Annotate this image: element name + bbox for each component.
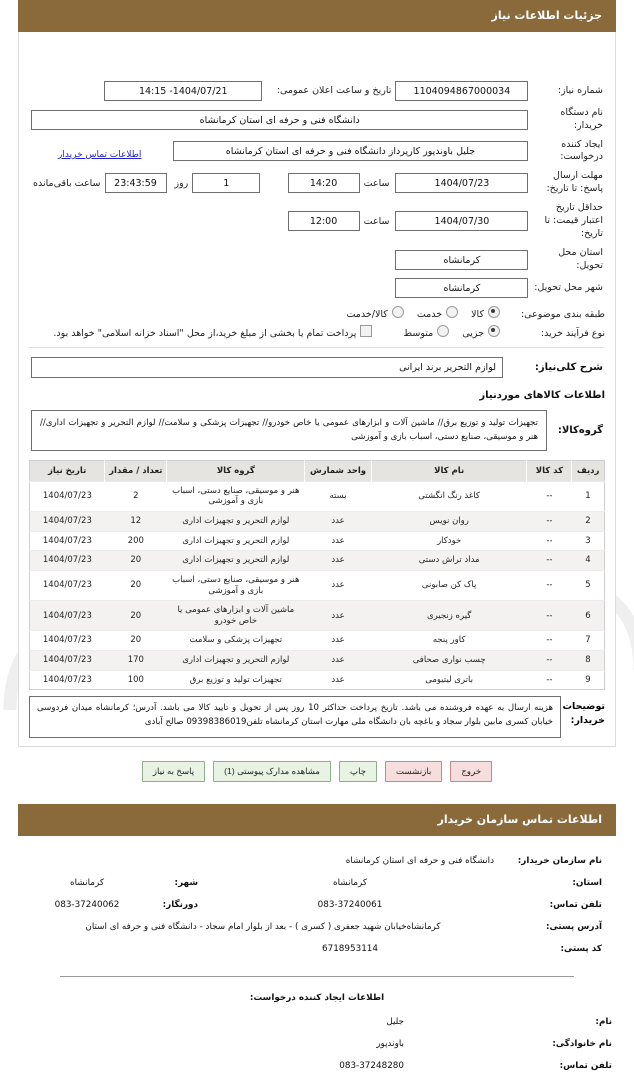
table-row xyxy=(30,670,605,690)
cell-unit: عدد xyxy=(305,551,372,571)
creator-label: ایجاد کننده درخواست: xyxy=(560,138,603,163)
view-attachments-button[interactable]: مشاهده مدارک پیوستی (1) xyxy=(213,761,331,782)
validity-time-label: ساعت xyxy=(363,215,390,227)
cell-qty: 12 xyxy=(105,512,167,532)
creator-field: جلیل باوندپور کارپرداز دانشگاه فنی و حرفه ای استان کرمانشاه xyxy=(173,141,529,161)
cell-radif: 6 xyxy=(572,601,605,631)
process-option-motevaset[interactable] xyxy=(400,328,459,339)
row-summary xyxy=(29,354,605,381)
deadline-time-field: 14:20 xyxy=(288,173,360,193)
table-row xyxy=(30,531,605,551)
cell-code: -- xyxy=(527,670,572,690)
goods-table-header-row xyxy=(30,460,605,481)
requester-first-value: جلیل xyxy=(386,1017,404,1028)
need-details-header-wrap xyxy=(0,0,634,32)
buyer-org-label: نام دستگاه خریدار: xyxy=(560,107,603,131)
cell-name: چسب نواری صحافی xyxy=(371,651,527,671)
cell-date: 1404/07/23 xyxy=(30,651,105,671)
table-row xyxy=(30,551,605,571)
treasury-checkbox-icon[interactable] xyxy=(360,325,372,337)
table-row xyxy=(30,512,605,532)
contact-phone-label: تلفن تماس: xyxy=(549,900,602,911)
cell-date: 1404/07/23 xyxy=(30,481,105,511)
process-row xyxy=(29,320,605,339)
cell-date: 1404/07/23 xyxy=(30,551,105,571)
cell-date: 1404/07/23 xyxy=(30,531,105,551)
category-option-kala-khedmat[interactable] xyxy=(346,309,413,320)
col-qty: تعداد / مقدار xyxy=(105,460,167,481)
requester-section xyxy=(0,993,634,1077)
cell-radif: 4 xyxy=(572,551,605,571)
contact-body xyxy=(18,836,616,964)
city-label: شهر محل تحویل: xyxy=(534,281,603,293)
cell-unit: عدد xyxy=(305,531,372,551)
cell-group: لوازم التحریر و تجهیزات اداری xyxy=(167,531,305,551)
treasury-checkbox-wrap[interactable] xyxy=(53,328,382,339)
contact-row-phone xyxy=(28,894,606,916)
col-radif: ردیف xyxy=(572,460,605,481)
cell-unit: عدد xyxy=(305,601,372,631)
divider-1 xyxy=(29,347,605,348)
contact-org-value: دانشگاه فنی و حرفه ای استان کرمانشاه xyxy=(345,856,494,867)
cell-code: -- xyxy=(527,631,572,651)
validity-time-field: 12:00 xyxy=(288,211,360,231)
contact-table xyxy=(28,850,606,960)
contact-city-label: شهر: xyxy=(174,878,198,889)
buyer-notes-row xyxy=(29,696,605,738)
retire-button[interactable]: بازنشست xyxy=(385,761,442,782)
contact-address-label: آدرس پستی: xyxy=(545,922,602,933)
contact-postal-value: 6718953114 xyxy=(322,944,378,955)
cell-qty: 20 xyxy=(105,551,167,571)
category-option-khedmat[interactable] xyxy=(414,309,468,320)
cell-name: کاغذ رنگ انگشتی xyxy=(371,481,527,511)
radio-khedmat-icon[interactable] xyxy=(446,306,458,318)
cell-name: گیره زنجیری xyxy=(371,601,527,631)
requester-title: اطلاعات ایجاد کننده درخواست: xyxy=(249,993,385,1004)
cell-code: -- xyxy=(527,481,572,511)
buyer-org-field: دانشگاه فنی و حرفه ای استان کرمانشاه xyxy=(31,110,528,130)
contact-fax-label: دورنگار: xyxy=(162,900,198,911)
contact-city-value: کرمانشاه xyxy=(69,878,105,889)
row-creator xyxy=(29,136,605,168)
summary-form xyxy=(29,354,605,381)
requester-first-label: نام: xyxy=(595,1017,612,1028)
cell-group: ماشین آلات و ابزارهای عمومی یا خاص خودرو xyxy=(167,601,305,631)
cell-code: -- xyxy=(527,601,572,631)
cell-group: تجهیزات تولید و توزیع برق xyxy=(167,670,305,690)
cell-qty: 2 xyxy=(105,481,167,511)
contact-section-header: اطلاعات تماس سازمان خریدار xyxy=(18,804,616,836)
goods-table xyxy=(29,460,605,691)
respond-to-need-button[interactable]: پاسخ به نیاز xyxy=(142,761,205,782)
need-info-form xyxy=(29,78,605,301)
contact-org-label: نام سازمان خریدار: xyxy=(517,856,602,867)
need-number-field: 1104094867000034 xyxy=(395,81,528,101)
cell-radif: 1 xyxy=(572,481,605,511)
goods-section-title: اطلاعات کالاهای موردنیاز xyxy=(479,390,605,402)
row-deadline xyxy=(29,167,605,199)
cell-radif: 9 xyxy=(572,670,605,690)
cell-unit: عدد xyxy=(305,570,372,600)
deadline-time-label: ساعت xyxy=(363,177,390,189)
cell-group: لوازم التحریر و تجهیزات اداری xyxy=(167,551,305,571)
goods-group-field: تجهیزات تولید و توزیع برق// ماشین آلات و ابزارهای عمومی یا خاص خودرو// تجهیزات پزشکی و سلامت// لوازم التحریر و تجهیزات اداری// هنر و موسیقی، صنایع دستی، اسباب بازی و آموزشی xyxy=(31,410,547,450)
remaining-days-field: 1 xyxy=(192,173,260,193)
cell-qty: 200 xyxy=(105,531,167,551)
category-option-0-label: کالا xyxy=(471,309,484,321)
requester-phone-label: تلفن تماس: xyxy=(559,1061,612,1072)
contact-row-address xyxy=(28,916,606,938)
province-label: استان محل تحویل: xyxy=(558,246,603,271)
cell-group: هنر و موسیقی، صنایع دستی، اسباب بازی و آموزشی xyxy=(167,481,305,511)
cell-name: خودکار xyxy=(371,531,527,551)
cell-date: 1404/07/23 xyxy=(30,512,105,532)
cell-name: پاک کن صابونی xyxy=(371,570,527,600)
cell-group: لوازم التحریر و تجهیزات اداری xyxy=(167,651,305,671)
cell-qty: 100 xyxy=(105,670,167,690)
row-need-number xyxy=(29,78,605,104)
summary-label: شرح کلی‌نیاز: xyxy=(534,362,603,374)
contact-province-value: کرمانشاه xyxy=(332,878,368,889)
announce-date-field: 1404/07/21- 14:15 xyxy=(104,81,262,101)
contact-postal-label: کد پستی: xyxy=(560,944,602,955)
category-label: طبقه بندی موضوعی: xyxy=(520,309,605,321)
contact-province-label: استان: xyxy=(572,878,602,889)
cell-radif: 3 xyxy=(572,531,605,551)
radio-kala-icon[interactable] xyxy=(488,306,500,318)
need-details-panel xyxy=(18,32,616,747)
action-buttons xyxy=(0,761,634,782)
countdown-field: 23:43:59 xyxy=(105,173,167,193)
cell-date: 1404/07/23 xyxy=(30,670,105,690)
city-field: کرمانشاه xyxy=(395,278,528,298)
cell-code: -- xyxy=(527,531,572,551)
cell-code: -- xyxy=(527,551,572,571)
requester-last-value: باوندپور xyxy=(376,1039,404,1050)
goods-group-label: گروه‌کالا: xyxy=(557,424,603,436)
col-name: نام کالا xyxy=(371,460,527,481)
radio-jozi-icon[interactable] xyxy=(488,325,500,337)
requester-phone-value: 083-37248280 xyxy=(339,1061,404,1072)
process-option-jozi[interactable] xyxy=(459,328,510,339)
process-option-0-label: جزیی xyxy=(462,328,484,340)
summary-field: لوازم التحریر برند ایرانی xyxy=(31,357,503,378)
goods-group-form xyxy=(29,407,605,453)
row-province xyxy=(29,244,605,276)
category-option-1-label: خدمت xyxy=(416,309,443,321)
contact-row-postal xyxy=(28,938,606,960)
validity-label: حداقل تاریخ اعتبار قیمت: تا تاریخ: xyxy=(544,202,603,239)
cell-radif: 5 xyxy=(572,570,605,600)
cell-code: -- xyxy=(527,570,572,600)
cell-name: باتری لیتیومی xyxy=(371,670,527,690)
countdown-label: ساعت باقی‌مانده xyxy=(33,177,101,189)
cell-radif: 7 xyxy=(572,631,605,651)
category-row xyxy=(29,301,605,320)
contact-row-org xyxy=(28,850,606,872)
row-goods-group xyxy=(29,407,605,453)
cell-qty: 20 xyxy=(105,631,167,651)
cell-date: 1404/07/23 xyxy=(30,570,105,600)
cell-name: مداد تراش دستی xyxy=(371,551,527,571)
cell-date: 1404/07/23 xyxy=(30,631,105,651)
cell-unit: عدد xyxy=(305,670,372,690)
table-row xyxy=(30,481,605,511)
category-option-2-label: کالا/خدمت xyxy=(346,309,388,321)
requester-row-first xyxy=(18,1011,616,1033)
contact-phone-value: 083-37240061 xyxy=(317,900,383,911)
treasury-note-label: پرداخت تمام یا بخشی از مبلغ خرید،از محل "اسناد خزانه اسلامی" خواهد بود. xyxy=(53,328,357,340)
contact-section xyxy=(0,804,634,964)
row-price-validity xyxy=(29,199,605,243)
col-code: کد کالا xyxy=(527,460,572,481)
print-button[interactable]: چاپ xyxy=(339,761,377,782)
cell-unit: بسته xyxy=(305,481,372,511)
deadline-label: مهلت ارسال پاسخ: تا تاریخ: xyxy=(546,170,603,195)
requester-row-last xyxy=(18,1033,616,1055)
cell-group: تجهیزات پزشکی و سلامت xyxy=(167,631,305,651)
divider-2 xyxy=(60,976,574,977)
remaining-days-label: روز xyxy=(174,177,189,189)
table-row xyxy=(30,651,605,671)
goods-table-body xyxy=(30,481,605,690)
col-unit: واحد شمارش xyxy=(305,460,372,481)
cell-radif: 2 xyxy=(572,512,605,532)
contact-address-value: کرمانشاه‌خیابان شهید جعفری ( کسری ) - بعد از بلوار امام سجاد - دانشگاه فنی و حرفه ای استان xyxy=(85,922,441,933)
buyer-notes-field: هزینه ارسال به عهده فروشنده می باشد. تاریخ پرداخت حداکثر 10 روز پس از تحویل و تایید کالا می باشد. آدرس؛ کرمانشاه میدان فردوسی خیابان کسری مابین بلوار سجاد و باغچه بان دانشگاه ملی مهارت استان کرمانشاه تلفن09398386019 صالح آبادی xyxy=(29,696,561,738)
contact-fax-value: 083-37240062 xyxy=(54,900,120,911)
radio-kala-khedmat-icon[interactable] xyxy=(392,306,404,318)
buyer-notes-label: توضیحات خریدار: xyxy=(562,701,605,726)
category-option-kala[interactable] xyxy=(468,309,510,320)
cell-name: روان نویس xyxy=(371,512,527,532)
process-label: نوع فرآیند خرید: xyxy=(540,328,605,340)
requester-table xyxy=(18,1011,616,1077)
contact-row-province xyxy=(28,872,606,894)
col-group: گروه کالا xyxy=(167,460,305,481)
cell-unit: عدد xyxy=(305,631,372,651)
need-number-label: شماره نیاز: xyxy=(557,84,603,96)
cell-group: هنر و موسیقی، صنایع دستی، اسباب بازی و آموزشی xyxy=(167,570,305,600)
process-option-1-label: متوسط xyxy=(403,328,434,340)
cell-radif: 8 xyxy=(572,651,605,671)
deadline-date-field: 1404/07/23 xyxy=(395,173,528,193)
row-city xyxy=(29,275,605,301)
cell-code: -- xyxy=(527,512,572,532)
cell-qty: 20 xyxy=(105,570,167,600)
exit-button[interactable]: خروج xyxy=(450,761,492,782)
table-row xyxy=(30,570,605,600)
cell-unit: عدد xyxy=(305,512,372,532)
cell-date: 1404/07/23 xyxy=(30,601,105,631)
cell-qty: 20 xyxy=(105,601,167,631)
row-buyer-org xyxy=(29,104,605,136)
table-row xyxy=(30,601,605,631)
validity-date-field: 1404/07/30 xyxy=(395,211,528,231)
col-date: تاریخ نیاز xyxy=(30,460,105,481)
cell-code: -- xyxy=(527,651,572,671)
table-row xyxy=(30,631,605,651)
radio-motevaset-icon[interactable] xyxy=(437,325,449,337)
cell-name: کاور پنجه xyxy=(371,631,527,651)
cell-qty: 170 xyxy=(105,651,167,671)
cell-group: لوازم التحریر و تجهیزات اداری xyxy=(167,512,305,532)
announce-date-label: تاریخ و ساعت اعلان عمومی: xyxy=(276,84,392,96)
need-details-header: جزئیات اطلاعات نیاز xyxy=(18,0,616,32)
requester-last-label: نام خانوادگی: xyxy=(552,1039,612,1050)
requester-row-phone xyxy=(18,1055,616,1077)
cell-unit: عدد xyxy=(305,651,372,671)
province-field: کرمانشاه xyxy=(395,250,528,270)
buyer-contact-link[interactable]: اطلاعات تماس خریدار xyxy=(58,149,142,160)
